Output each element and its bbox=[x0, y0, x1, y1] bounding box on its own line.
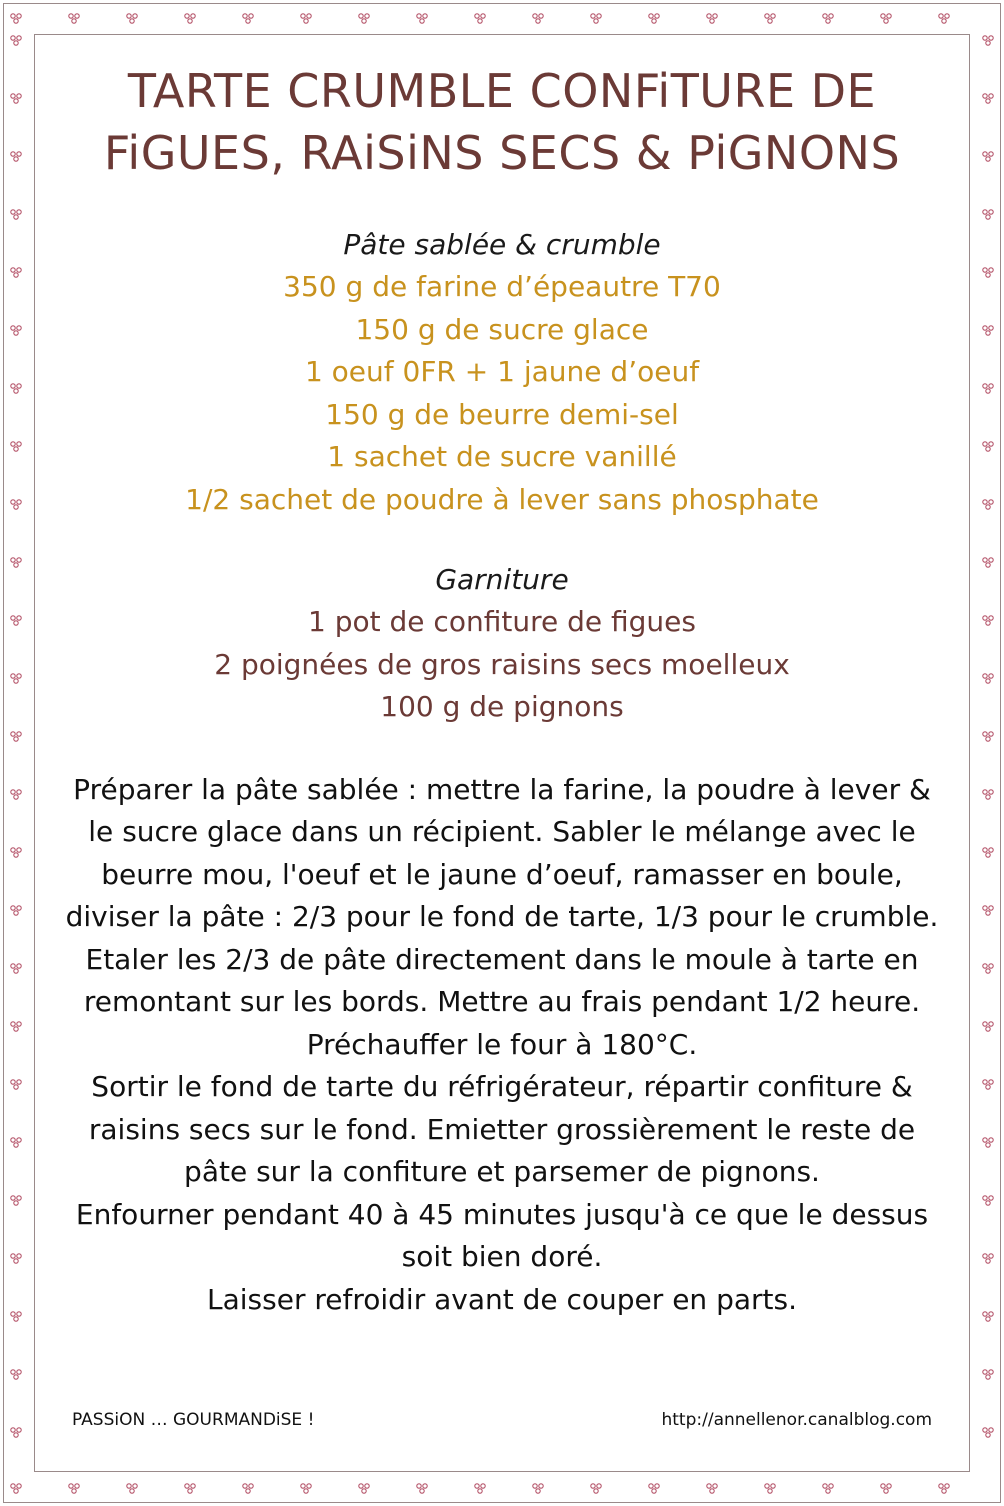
section-heading-pastry: Pâte sablée & crumble bbox=[343, 228, 661, 261]
ingredient-item: 350 g de farine d’épeautre T70 bbox=[283, 270, 721, 303]
ingredient-item: 1 sachet de sucre vanillé bbox=[327, 440, 677, 473]
ingredient-item: 2 poignées de gros raisins secs moelleux bbox=[214, 647, 790, 681]
section-pastry bbox=[40, 224, 964, 521]
instruction-step: Préparer la pâte sablée : mettre la farine, la poudre à lever & le sucre glace dans un récipient. Sabler le mélange avec le beurre mou, l'oeuf et le jaune d’oeuf, ramasser en boule, diviser la pâte : 2/3 pour le fond de tarte, 1/3 pour le crumble. Etaler les 2/3 de pâte directement dans le moule à tarte en remontant sur les bords. Mettre au frais pendant 1/2 heure. bbox=[65, 772, 939, 1018]
ingredient-list-pastry bbox=[40, 266, 964, 521]
recipe-content bbox=[40, 60, 964, 1321]
ingredient-item: 150 g de beurre demi-sel bbox=[325, 397, 679, 431]
footer-tagline: PASSiON … GOURMANDiSE ! bbox=[72, 1410, 315, 1430]
section-heading-filling: Garniture bbox=[435, 563, 569, 596]
recipe-title-line2: FiGUES, RAiSiNS SECS & PiGNONS bbox=[103, 126, 901, 180]
ingredient-item: 100 g de pignons bbox=[380, 690, 624, 723]
instructions bbox=[62, 769, 942, 1322]
footer-url: http://annellenor.canalblog.com bbox=[661, 1410, 932, 1430]
instruction-step: Sortir le fond de tarte du réfrigérateur, répartir confiture & raisins secs sur le fond. Emietter grossièrement le reste de pâte sur la confiture et parsemer de pignons. bbox=[88, 1070, 916, 1188]
ingredient-item: 1 oeuf 0FR + 1 jaune d’oeuf bbox=[304, 355, 700, 388]
recipe-title-line1: TARTE CRUMBLE CONFiTURE DE bbox=[127, 64, 877, 118]
ingredient-list-filling bbox=[40, 601, 964, 729]
ingredient-item: 150 g de sucre glace bbox=[355, 312, 649, 346]
instruction-step: Enfourner pendant 40 à 45 minutes jusqu'à ce que le dessus soit bien doré. bbox=[75, 1197, 929, 1273]
ingredient-item: 1/2 sachet de poudre à lever sans phosphate bbox=[185, 482, 819, 516]
instruction-step: Préchauffer le four à 180°C. bbox=[306, 1027, 698, 1061]
ingredient-item: 1 pot de confiture de figues bbox=[308, 605, 696, 638]
section-filling bbox=[40, 559, 964, 729]
instruction-step: Laisser refroidir avant de couper en parts. bbox=[207, 1282, 797, 1316]
recipe-title bbox=[40, 60, 964, 184]
